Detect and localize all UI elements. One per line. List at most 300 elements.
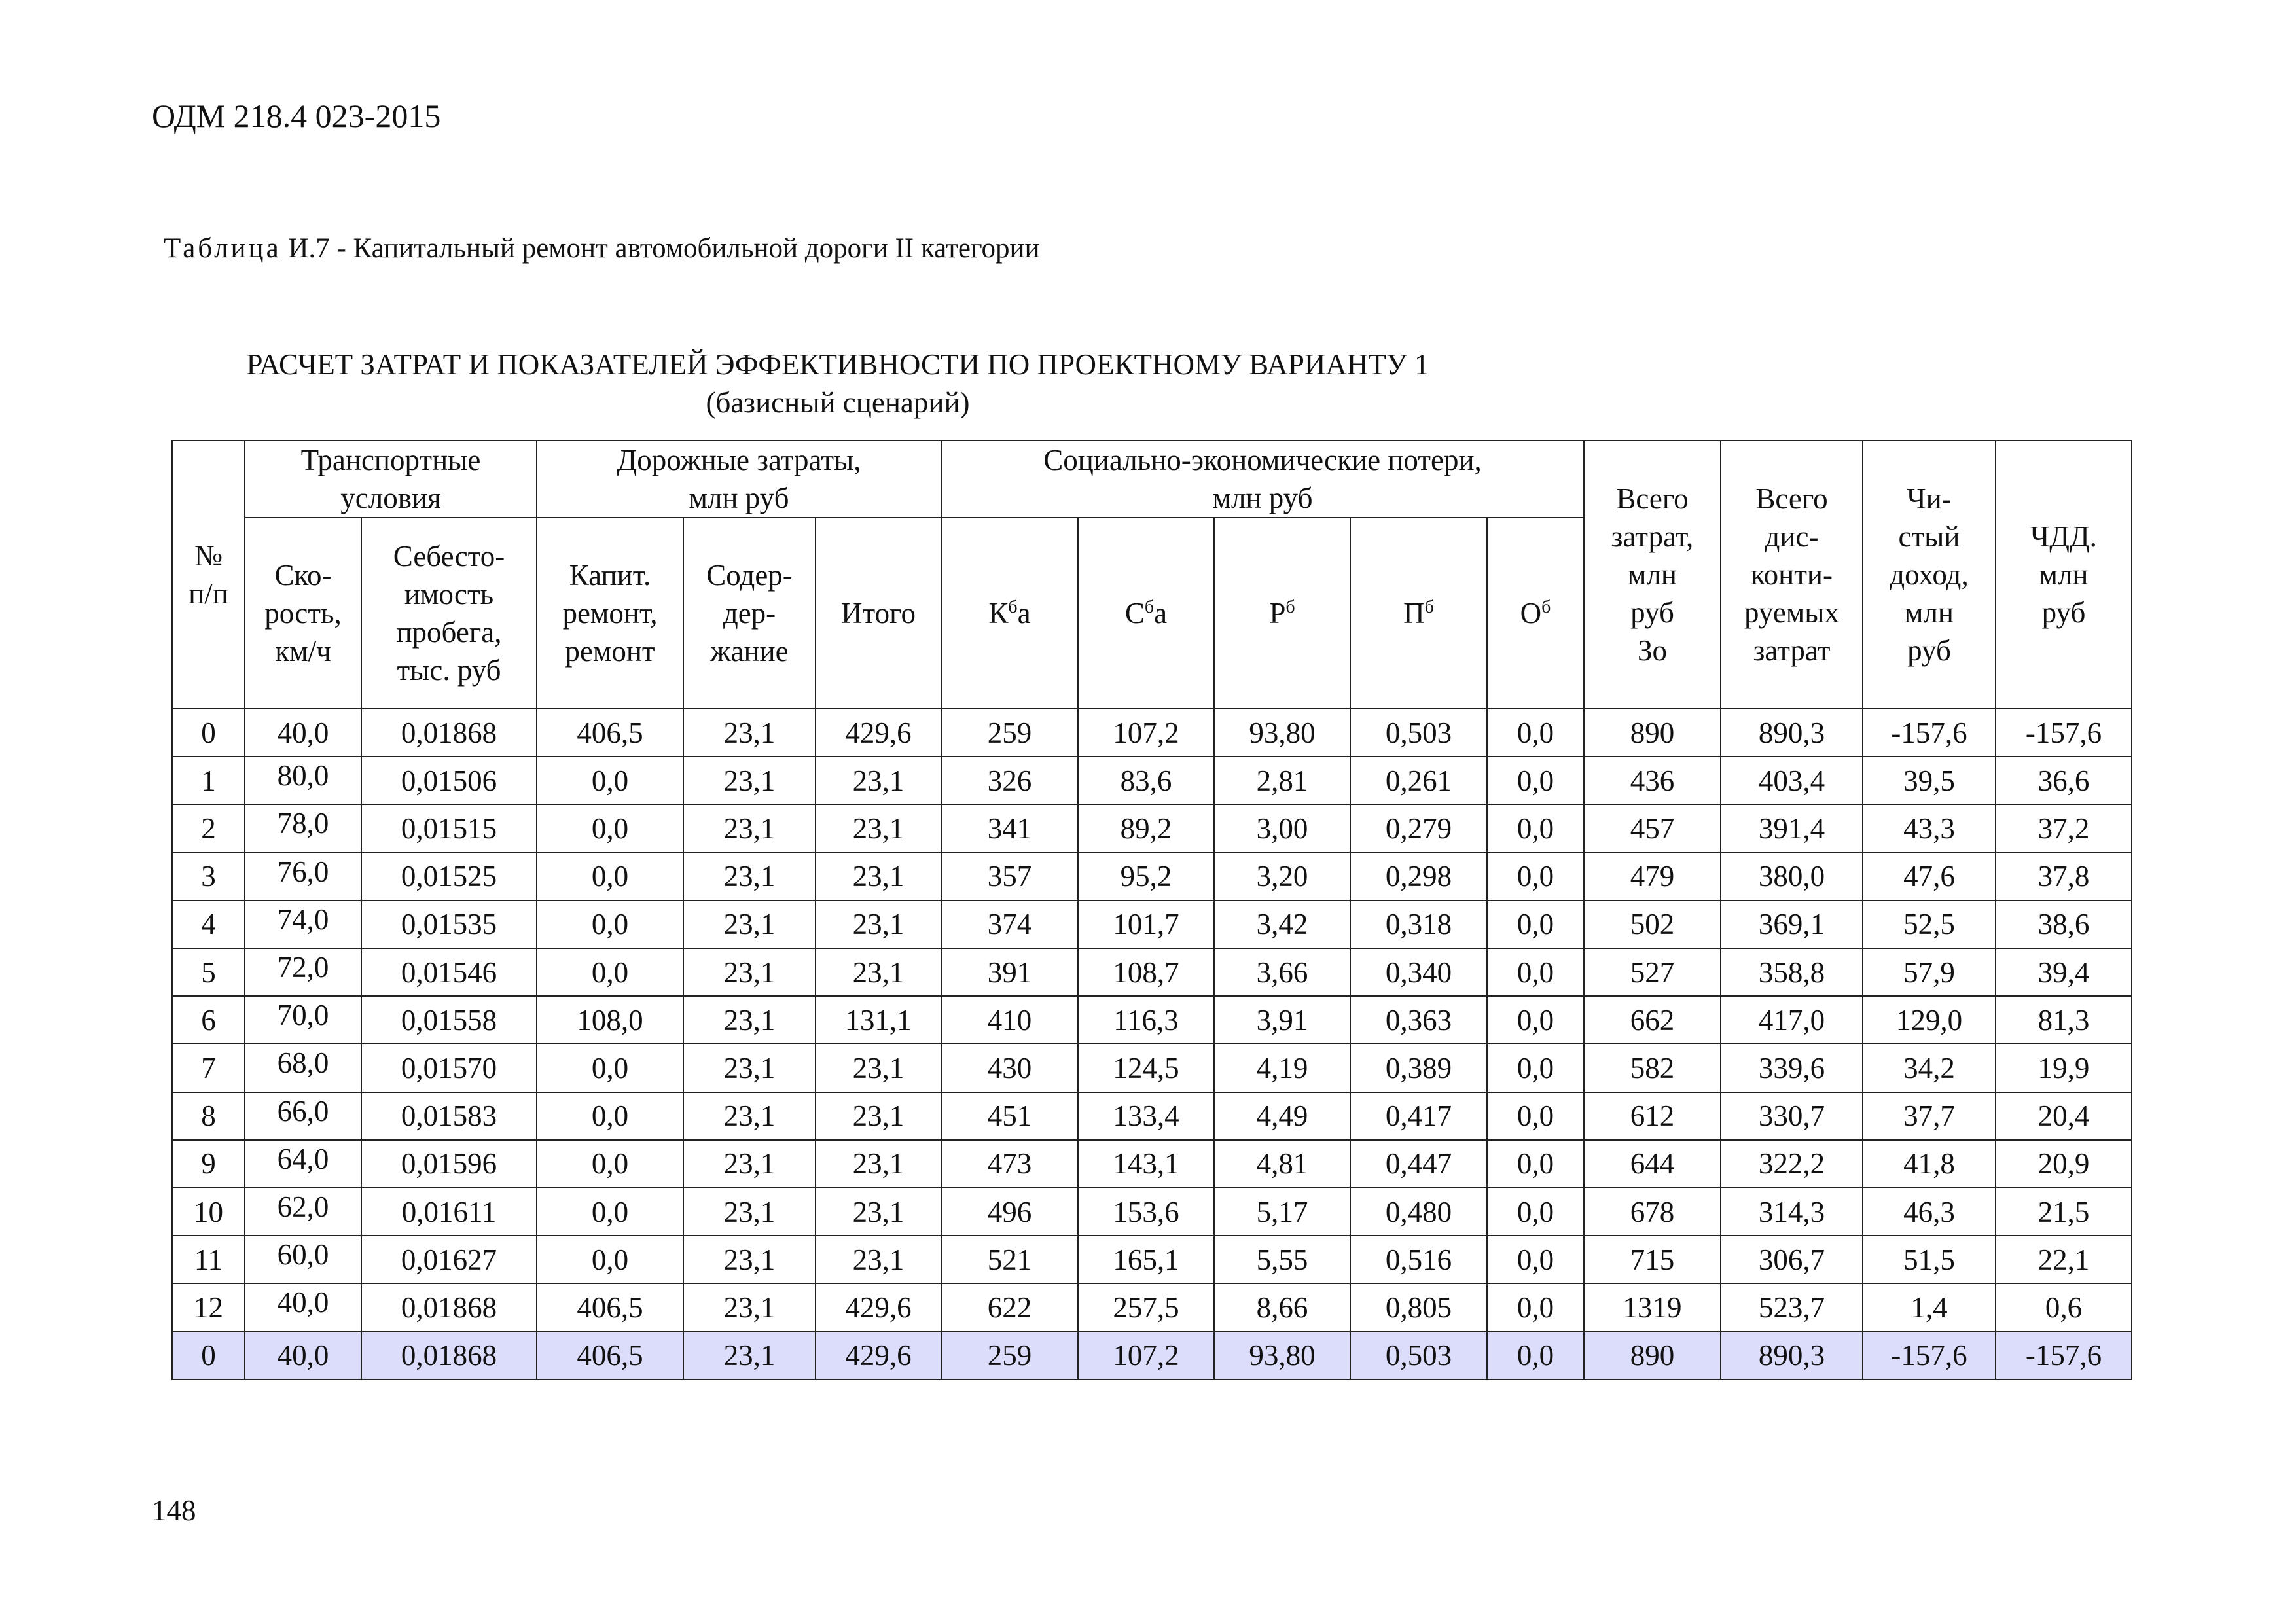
cell-run-cost: 0,01868	[361, 1332, 537, 1380]
cell-net-income: 34,2	[1863, 1044, 1996, 1092]
header-line: млн руб	[689, 482, 789, 514]
caption-text: И.7 - Капитальный ремонт автомобильной дороги II категории	[281, 233, 1040, 264]
cell-c: 83,6	[1078, 757, 1214, 804]
header-line: Ско-	[274, 559, 332, 592]
cell-capital-repair: 0,0	[537, 1140, 683, 1188]
cell-maintenance: 23,1	[683, 757, 816, 804]
cell-road-total: 429,6	[816, 709, 941, 757]
cell-net-income: -157,6	[1863, 709, 1996, 757]
cell-p: 5,17	[1214, 1188, 1350, 1236]
cell-total-costs: 436	[1584, 757, 1721, 804]
header-line: пробега,	[396, 616, 502, 649]
cell-pi: 0,363	[1350, 996, 1487, 1044]
cell-road-total: 23,1	[816, 1092, 941, 1140]
cell-road-total: 23,1	[816, 804, 941, 852]
header-line: затрат,	[1611, 520, 1694, 553]
table-row	[172, 996, 2132, 1044]
cell-num: 8	[172, 1092, 245, 1140]
cell-p: 3,66	[1214, 948, 1350, 996]
cell-total-costs: 479	[1584, 853, 1721, 901]
table-row	[172, 1044, 2132, 1092]
header-npv	[1996, 440, 2132, 709]
cell-maintenance: 23,1	[683, 1188, 816, 1236]
header-row-groups	[172, 440, 2132, 518]
cell-npv: 37,8	[1996, 853, 2132, 901]
header-line: руб	[2041, 596, 2086, 629]
cell-total-costs: 662	[1584, 996, 1721, 1044]
cell-pi: 0,318	[1350, 901, 1487, 948]
cell-road-total: 23,1	[816, 1188, 941, 1236]
header-line: млн	[2039, 558, 2089, 591]
cell-speed: 78,0	[245, 804, 361, 852]
cell-maintenance: 23,1	[683, 1044, 816, 1092]
cell-p: 3,91	[1214, 996, 1350, 1044]
cell-o: 0,0	[1487, 1283, 1584, 1331]
header-social-losses	[941, 440, 1584, 518]
cell-capital-repair: 0,0	[537, 1188, 683, 1236]
cell-num: 0	[172, 709, 245, 757]
cell-p: 4,49	[1214, 1092, 1350, 1140]
cell-o: 0,0	[1487, 1044, 1584, 1092]
header-o	[1487, 518, 1584, 709]
header-net-income	[1863, 440, 1996, 709]
cell-speed: 70,0	[245, 996, 361, 1044]
header-k	[941, 518, 1078, 709]
header-line: ремонт,	[562, 597, 658, 630]
cell-o: 0,0	[1487, 1140, 1584, 1188]
cell-net-income: 52,5	[1863, 901, 1996, 948]
header-line: ЧДД.	[2030, 520, 2097, 553]
cell-maintenance: 23,1	[683, 1236, 816, 1283]
header-o-base: О	[1520, 597, 1542, 630]
cell-pi: 0,279	[1350, 804, 1487, 852]
cell-capital-repair: 406,5	[537, 1283, 683, 1331]
cell-pi: 0,298	[1350, 853, 1487, 901]
cell-net-income: 46,3	[1863, 1188, 1996, 1236]
cell-net-income: 37,7	[1863, 1092, 1996, 1140]
cell-c: 165,1	[1078, 1236, 1214, 1283]
cell-capital-repair: 0,0	[537, 804, 683, 852]
cell-net-income: -157,6	[1863, 1332, 1996, 1380]
header-line: дис-	[1765, 520, 1819, 553]
cell-maintenance: 23,1	[683, 1092, 816, 1140]
cell-pi: 0,340	[1350, 948, 1487, 996]
cell-npv: 21,5	[1996, 1188, 2132, 1236]
header-c-sup: б	[1144, 597, 1155, 617]
cell-num: 2	[172, 804, 245, 852]
cell-discounted-costs: 330,7	[1721, 1092, 1863, 1140]
header-transport-conditions	[245, 440, 537, 518]
cell-run-cost: 0,01627	[361, 1236, 537, 1283]
cell-discounted-costs: 403,4	[1721, 757, 1863, 804]
cell-run-cost: 0,01515	[361, 804, 537, 852]
cell-speed: 68,0	[245, 1044, 361, 1092]
cell-total-costs: 715	[1584, 1236, 1721, 1283]
table-title	[0, 346, 1676, 421]
cell-capital-repair: 0,0	[537, 1092, 683, 1140]
cell-num: 5	[172, 948, 245, 996]
header-c-tail: а	[1154, 597, 1168, 630]
header-line: руб	[1907, 634, 1951, 667]
header-p	[1214, 518, 1350, 709]
cell-k: 391	[941, 948, 1078, 996]
cell-npv: 39,4	[1996, 948, 2132, 996]
cell-run-cost: 0,01535	[361, 901, 537, 948]
table-row	[172, 948, 2132, 996]
cell-discounted-costs: 890,3	[1721, 709, 1863, 757]
cell-total-costs: 527	[1584, 948, 1721, 996]
table-row	[172, 1188, 2132, 1236]
table-caption	[164, 232, 1040, 264]
cell-speed: 62,0	[245, 1188, 361, 1236]
cell-c: 101,7	[1078, 901, 1214, 948]
cell-discounted-costs: 890,3	[1721, 1332, 1863, 1380]
cell-num: 7	[172, 1044, 245, 1092]
cell-c: 133,4	[1078, 1092, 1214, 1140]
cell-capital-repair: 0,0	[537, 853, 683, 901]
cell-total-costs: 890	[1584, 1332, 1721, 1380]
cell-run-cost: 0,01868	[361, 1283, 537, 1331]
header-capital-repair	[537, 518, 683, 709]
cell-p: 3,20	[1214, 853, 1350, 901]
cell-k: 341	[941, 804, 1078, 852]
cell-discounted-costs: 380,0	[1721, 853, 1863, 901]
header-line: ремонт	[565, 635, 655, 668]
cell-p: 93,80	[1214, 709, 1350, 757]
table-row	[172, 1332, 2132, 1380]
cell-maintenance: 23,1	[683, 1332, 816, 1380]
header-total-costs	[1584, 440, 1721, 709]
cell-k: 496	[941, 1188, 1078, 1236]
cell-net-income: 43,3	[1863, 804, 1996, 852]
cell-npv: -157,6	[1996, 1332, 2132, 1380]
table-row	[172, 709, 2132, 757]
cell-num: 6	[172, 996, 245, 1044]
cell-o: 0,0	[1487, 804, 1584, 852]
cell-total-costs: 1319	[1584, 1283, 1721, 1331]
cell-o: 0,0	[1487, 948, 1584, 996]
cell-p: 5,55	[1214, 1236, 1350, 1283]
table-row	[172, 1283, 2132, 1331]
header-line: рость,	[264, 597, 342, 630]
header-line: млн	[1904, 596, 1954, 629]
cell-net-income: 57,9	[1863, 948, 1996, 996]
cell-k: 451	[941, 1092, 1078, 1140]
header-line: млн	[1627, 558, 1677, 591]
cell-total-costs: 678	[1584, 1188, 1721, 1236]
cell-total-costs: 502	[1584, 901, 1721, 948]
cell-k: 473	[941, 1140, 1078, 1188]
cell-discounted-costs: 358,8	[1721, 948, 1863, 996]
cell-speed: 66,0	[245, 1092, 361, 1140]
cell-o: 0,0	[1487, 709, 1584, 757]
cell-npv: 0,6	[1996, 1283, 2132, 1331]
header-line: Капит.	[569, 559, 651, 592]
cell-run-cost: 0,01525	[361, 853, 537, 901]
header-num	[172, 440, 245, 709]
cell-road-total: 23,1	[816, 1236, 941, 1283]
cell-discounted-costs: 314,3	[1721, 1188, 1863, 1236]
header-k-sup: б	[1008, 597, 1018, 617]
cell-o: 0,0	[1487, 1092, 1584, 1140]
cell-run-cost: 0,01506	[361, 757, 537, 804]
cell-k: 326	[941, 757, 1078, 804]
cell-npv: 19,9	[1996, 1044, 2132, 1092]
header-road-costs	[537, 440, 941, 518]
cell-pi: 0,261	[1350, 757, 1487, 804]
header-line: Социально-экономические потери,	[1043, 444, 1482, 476]
cell-num: 3	[172, 853, 245, 901]
header-p-sup: б	[1285, 597, 1295, 617]
header-line: млн руб	[1212, 482, 1313, 514]
cell-pi: 0,503	[1350, 709, 1487, 757]
cell-discounted-costs: 417,0	[1721, 996, 1863, 1044]
cell-total-costs: 612	[1584, 1092, 1721, 1140]
cell-total-costs: 457	[1584, 804, 1721, 852]
cell-o: 0,0	[1487, 901, 1584, 948]
cell-num: 4	[172, 901, 245, 948]
cell-net-income: 39,5	[1863, 757, 1996, 804]
cell-k: 410	[941, 996, 1078, 1044]
cell-c: 124,5	[1078, 1044, 1214, 1092]
cell-c: 143,1	[1078, 1140, 1214, 1188]
cell-o: 0,0	[1487, 757, 1584, 804]
cell-c: 153,6	[1078, 1188, 1214, 1236]
cell-capital-repair: 406,5	[537, 709, 683, 757]
cell-pi: 0,516	[1350, 1236, 1487, 1283]
cell-discounted-costs: 339,6	[1721, 1044, 1863, 1092]
cell-k: 357	[941, 853, 1078, 901]
cell-o: 0,0	[1487, 1188, 1584, 1236]
header-line: Транспортные	[300, 444, 481, 476]
cell-capital-repair: 406,5	[537, 1332, 683, 1380]
table-row	[172, 1092, 2132, 1140]
header-line: условия	[340, 482, 441, 514]
table-row	[172, 901, 2132, 948]
header-line: Дорожные затраты,	[617, 444, 861, 476]
cell-c: 257,5	[1078, 1283, 1214, 1331]
header-p-base: Р	[1269, 597, 1286, 630]
header-line: затрат	[1753, 634, 1831, 667]
cell-capital-repair: 0,0	[537, 948, 683, 996]
cell-capital-repair: 108,0	[537, 996, 683, 1044]
cell-maintenance: 23,1	[683, 948, 816, 996]
cell-num: 10	[172, 1188, 245, 1236]
caption-prefix: Таблица	[164, 233, 281, 264]
header-line: стый	[1898, 520, 1960, 553]
cell-pi: 0,447	[1350, 1140, 1487, 1188]
cell-run-cost: 0,01546	[361, 948, 537, 996]
cell-speed: 72,0	[245, 948, 361, 996]
header-line: п/п	[188, 577, 228, 610]
cell-k: 259	[941, 709, 1078, 757]
cell-discounted-costs: 306,7	[1721, 1236, 1863, 1283]
title-line-1: РАСЧЕТ ЗАТРАТ И ПОКАЗАТЕЛЕЙ ЭФФЕКТИВНОСТИ ПО ПРОЕКТНОМУ ВАРИАНТУ 1	[246, 348, 1429, 381]
cell-speed: 76,0	[245, 853, 361, 901]
cell-k: 259	[941, 1332, 1078, 1380]
header-discounted-costs	[1721, 440, 1863, 709]
cell-p: 3,42	[1214, 901, 1350, 948]
cell-road-total: 23,1	[816, 948, 941, 996]
title-line-2: (базисный сценарий)	[706, 386, 970, 419]
cell-total-costs: 644	[1584, 1140, 1721, 1188]
header-line: руемых	[1744, 596, 1839, 629]
header-line: доход,	[1890, 558, 1969, 591]
cell-net-income: 1,4	[1863, 1283, 1996, 1331]
header-line: Всего	[1616, 482, 1689, 515]
cell-p: 4,81	[1214, 1140, 1350, 1188]
cell-pi: 0,480	[1350, 1188, 1487, 1236]
cell-num: 9	[172, 1140, 245, 1188]
cell-road-total: 429,6	[816, 1283, 941, 1331]
cell-c: 95,2	[1078, 853, 1214, 901]
header-pi	[1350, 518, 1487, 709]
document-code: ОДМ 218.4 023-2015	[152, 98, 441, 134]
cell-c: 108,7	[1078, 948, 1214, 996]
cell-maintenance: 23,1	[683, 1140, 816, 1188]
cell-speed: 40,0	[245, 1283, 361, 1331]
table-row	[172, 853, 2132, 901]
cell-capital-repair: 0,0	[537, 1044, 683, 1092]
cell-maintenance: 23,1	[683, 709, 816, 757]
cell-npv: 36,6	[1996, 757, 2132, 804]
cell-c: 107,2	[1078, 1332, 1214, 1380]
cell-maintenance: 23,1	[683, 996, 816, 1044]
header-road-total: Итого	[816, 518, 941, 709]
header-line: №	[194, 539, 223, 572]
cell-c: 89,2	[1078, 804, 1214, 852]
cell-road-total: 23,1	[816, 1044, 941, 1092]
cell-speed: 40,0	[245, 1332, 361, 1380]
cell-p: 4,19	[1214, 1044, 1350, 1092]
header-c	[1078, 518, 1214, 709]
table-row	[172, 757, 2132, 804]
cell-o: 0,0	[1487, 996, 1584, 1044]
cell-pi: 0,503	[1350, 1332, 1487, 1380]
cell-run-cost: 0,01868	[361, 709, 537, 757]
cost-efficiency-table	[171, 440, 2132, 1380]
cell-k: 374	[941, 901, 1078, 948]
table-row	[172, 1236, 2132, 1283]
cell-speed: 40,0	[245, 709, 361, 757]
header-pi-sup: б	[1424, 597, 1434, 617]
header-line: км/ч	[275, 635, 331, 668]
cell-speed: 60,0	[245, 1236, 361, 1283]
cell-o: 0,0	[1487, 1236, 1584, 1283]
header-k-tail: а	[1017, 597, 1031, 630]
header-line: имость	[404, 578, 494, 611]
cell-maintenance: 23,1	[683, 1283, 816, 1331]
cell-run-cost: 0,01558	[361, 996, 537, 1044]
cell-discounted-costs: 369,1	[1721, 901, 1863, 948]
cell-speed: 64,0	[245, 1140, 361, 1188]
cell-o: 0,0	[1487, 853, 1584, 901]
cell-speed: 80,0	[245, 757, 361, 804]
cell-road-total: 429,6	[816, 1332, 941, 1380]
cell-npv: 22,1	[1996, 1236, 2132, 1283]
cell-run-cost: 0,01570	[361, 1044, 537, 1092]
header-line: Себесто-	[393, 540, 505, 573]
cell-net-income: 41,8	[1863, 1140, 1996, 1188]
cell-road-total: 23,1	[816, 1140, 941, 1188]
cell-speed: 74,0	[245, 901, 361, 948]
cell-k: 521	[941, 1236, 1078, 1283]
cell-total-costs: 890	[1584, 709, 1721, 757]
cell-road-total: 23,1	[816, 853, 941, 901]
cell-npv: -157,6	[1996, 709, 2132, 757]
header-line: Всего	[1755, 482, 1828, 515]
cell-discounted-costs: 322,2	[1721, 1140, 1863, 1188]
cell-run-cost: 0,01583	[361, 1092, 537, 1140]
cell-pi: 0,805	[1350, 1283, 1487, 1331]
cell-p: 93,80	[1214, 1332, 1350, 1380]
table-row	[172, 804, 2132, 852]
header-line: тыс. руб	[397, 654, 501, 687]
table-body	[172, 709, 2132, 1380]
header-o-sup: б	[1541, 597, 1551, 617]
cell-p: 8,66	[1214, 1283, 1350, 1331]
cell-maintenance: 23,1	[683, 804, 816, 852]
cell-npv: 20,4	[1996, 1092, 2132, 1140]
header-line: руб	[1630, 596, 1674, 629]
cell-c: 107,2	[1078, 709, 1214, 757]
cell-pi: 0,389	[1350, 1044, 1487, 1092]
cell-run-cost: 0,01611	[361, 1188, 537, 1236]
cell-discounted-costs: 523,7	[1721, 1283, 1863, 1331]
cell-npv: 81,3	[1996, 996, 2132, 1044]
header-line: Зо	[1637, 634, 1668, 667]
header-k-base: К	[988, 597, 1009, 630]
cell-net-income: 51,5	[1863, 1236, 1996, 1283]
header-line: жание	[710, 635, 789, 668]
header-line: дер-	[723, 597, 776, 630]
cell-npv: 20,9	[1996, 1140, 2132, 1188]
cell-o: 0,0	[1487, 1332, 1584, 1380]
cell-discounted-costs: 391,4	[1721, 804, 1863, 852]
header-line: Чи-	[1907, 482, 1952, 515]
header-pi-base: П	[1403, 597, 1425, 630]
cell-num: 0	[172, 1332, 245, 1380]
header-c-base: С	[1124, 597, 1145, 630]
cell-c: 116,3	[1078, 996, 1214, 1044]
cell-net-income: 129,0	[1863, 996, 1996, 1044]
cell-npv: 37,2	[1996, 804, 2132, 852]
header-speed	[245, 518, 361, 709]
cell-maintenance: 23,1	[683, 853, 816, 901]
cell-maintenance: 23,1	[683, 901, 816, 948]
cell-road-total: 23,1	[816, 757, 941, 804]
cell-capital-repair: 0,0	[537, 1236, 683, 1283]
cell-k: 622	[941, 1283, 1078, 1331]
cell-capital-repair: 0,0	[537, 757, 683, 804]
cell-p: 2,81	[1214, 757, 1350, 804]
cell-road-total: 131,1	[816, 996, 941, 1044]
header-run-cost	[361, 518, 537, 709]
cell-npv: 38,6	[1996, 901, 2132, 948]
table-row	[172, 1140, 2132, 1188]
cell-run-cost: 0,01596	[361, 1140, 537, 1188]
cell-pi: 0,417	[1350, 1092, 1487, 1140]
header-line: Содер-	[706, 559, 793, 592]
header-line: конти-	[1751, 558, 1833, 591]
cell-capital-repair: 0,0	[537, 901, 683, 948]
cell-net-income: 47,6	[1863, 853, 1996, 901]
cell-num: 1	[172, 757, 245, 804]
cell-num: 11	[172, 1236, 245, 1283]
cell-num: 12	[172, 1283, 245, 1331]
cell-k: 430	[941, 1044, 1078, 1092]
cell-total-costs: 582	[1584, 1044, 1721, 1092]
